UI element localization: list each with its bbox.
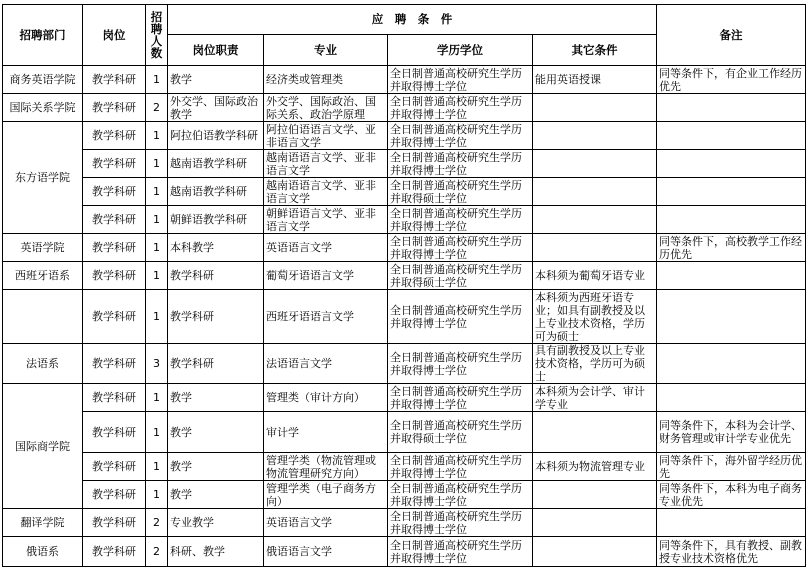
- education-cell: 全日制普通高校研究生学历并取得博士学位: [388, 344, 533, 384]
- header-conditions: 应 聘 条 件: [168, 5, 657, 35]
- count-cell: 2: [146, 537, 168, 567]
- remarks-cell: [657, 122, 806, 150]
- table-row: [3, 66, 806, 94]
- table-row: [3, 262, 806, 290]
- remarks-cell: [657, 178, 806, 206]
- major-cell: 英语语言文学: [264, 234, 388, 262]
- duty-cell: 外交学、国际政治教学: [168, 94, 264, 122]
- position-cell: 教学科研: [83, 412, 146, 453]
- remarks-cell: [657, 262, 806, 290]
- table-row: [3, 150, 806, 178]
- duty-cell: 教学科研: [168, 344, 264, 384]
- count-cell: 1: [146, 66, 168, 94]
- education-cell: 全日制普通高校研究生学历并取得博士学位: [388, 384, 533, 412]
- other-cell: [533, 412, 657, 453]
- count-cell: 1: [146, 178, 168, 206]
- table-row: [3, 344, 806, 384]
- remarks-cell: [657, 94, 806, 122]
- count-cell: 1: [146, 262, 168, 290]
- table-row: [3, 234, 806, 262]
- dept-cell: 国际关系学院: [3, 94, 83, 122]
- duty-cell: 教学: [168, 66, 264, 94]
- dept-cell: 俄语系: [3, 537, 83, 567]
- major-cell: 外交学、国际政治、国际关系、政治学原理: [264, 94, 388, 122]
- count-cell: 3: [146, 344, 168, 384]
- dept-cell: 东方语学院: [3, 122, 83, 234]
- header-major: 专业: [264, 35, 388, 66]
- count-cell: 1: [146, 206, 168, 234]
- table-row: [3, 94, 806, 122]
- duty-cell: 越南语教学科研: [168, 150, 264, 178]
- other-cell: [533, 206, 657, 234]
- position-cell: 教学科研: [83, 344, 146, 384]
- position-cell: 教学科研: [83, 262, 146, 290]
- duty-cell: 阿拉伯语教学科研: [168, 122, 264, 150]
- header-other: 其它条件: [533, 35, 657, 66]
- count-cell: 1: [146, 453, 168, 481]
- major-cell: 西班牙语语言文学: [264, 290, 388, 344]
- position-cell: 教学科研: [83, 122, 146, 150]
- header-duty: 岗位职责: [168, 35, 264, 66]
- education-cell: 全日制普通高校研究生学历并取得博士学位: [388, 509, 533, 537]
- table-row: [3, 412, 806, 453]
- table-row: [3, 453, 806, 481]
- dept-cell: 翻译学院: [3, 509, 83, 537]
- other-cell: [533, 537, 657, 567]
- education-cell: 全日制普通高校研究生学历并取得硕士学位: [388, 262, 533, 290]
- count-cell: 1: [146, 122, 168, 150]
- other-cell: [533, 481, 657, 509]
- major-cell: 朝鲜语语言文学、亚非语言文学: [264, 206, 388, 234]
- major-cell: 英语语言文学: [264, 509, 388, 537]
- count-cell: 1: [146, 412, 168, 453]
- position-cell: 教学科研: [83, 150, 146, 178]
- dept-cell: 法语系: [3, 344, 83, 384]
- position-cell: 教学科研: [83, 453, 146, 481]
- education-cell: 全日制普通高校研究生学历并取得博士学位: [388, 94, 533, 122]
- position-cell: 教学科研: [83, 290, 146, 344]
- count-cell: 1: [146, 234, 168, 262]
- remarks-cell: [657, 290, 806, 344]
- major-cell: 经济类或管理类: [264, 66, 388, 94]
- education-cell: 全日制普通高校研究生学历并取得硕士学位: [388, 178, 533, 206]
- duty-cell: 教学科研: [168, 290, 264, 344]
- major-cell: 审计学: [264, 412, 388, 453]
- other-cell: 本科须为物流管理专业: [533, 453, 657, 481]
- remarks-cell: 同等条件下，本科为电子商务专业优先: [657, 481, 806, 509]
- education-cell: 全日制普通高校研究生学历并取得博士学位: [388, 290, 533, 344]
- education-cell: 全日制普通高校研究生学历并取得博士学位: [388, 537, 533, 567]
- major-cell: 越南语语言文学、亚非语言文学: [264, 150, 388, 178]
- other-cell: [533, 178, 657, 206]
- remarks-cell: [657, 384, 806, 412]
- count-cell: 1: [146, 384, 168, 412]
- dept-cell: 商务英语学院: [3, 66, 83, 94]
- duty-cell: 教学: [168, 384, 264, 412]
- other-cell: [533, 150, 657, 178]
- other-cell: [533, 234, 657, 262]
- major-cell: 法语语言文学: [264, 344, 388, 384]
- other-cell: 本科须为会计学、审计学专业: [533, 384, 657, 412]
- remarks-cell: 同等条件下，有企业工作经历优先: [657, 66, 806, 94]
- duty-cell: 教学科研: [168, 262, 264, 290]
- major-cell: 阿拉伯语语言文学、亚非语言文学: [264, 122, 388, 150]
- education-cell: 全日制普通高校研究生学历并取得博士学位: [388, 234, 533, 262]
- position-cell: 教学科研: [83, 66, 146, 94]
- remarks-cell: [657, 509, 806, 537]
- table-row: [3, 122, 806, 150]
- count-cell: 2: [146, 94, 168, 122]
- major-cell: 越南语语言文学、亚非语言文学: [264, 178, 388, 206]
- other-cell: 本科须为葡萄牙语专业: [533, 262, 657, 290]
- dept-cell: [3, 290, 83, 344]
- major-cell: 管理类（审计方向）: [264, 384, 388, 412]
- position-cell: 教学科研: [83, 206, 146, 234]
- duty-cell: 教学: [168, 412, 264, 453]
- duty-cell: 教学: [168, 453, 264, 481]
- remarks-cell: [657, 206, 806, 234]
- count-cell: 2: [146, 509, 168, 537]
- count-cell: 1: [146, 150, 168, 178]
- table-row: [3, 290, 806, 344]
- position-cell: 教学科研: [83, 178, 146, 206]
- header-count: 招 聘 人 数: [146, 5, 168, 66]
- recruitment-table: [2, 4, 806, 567]
- table-row: [3, 481, 806, 509]
- position-cell: 教学科研: [83, 509, 146, 537]
- position-cell: 教学科研: [83, 234, 146, 262]
- duty-cell: 科研、教学: [168, 537, 264, 567]
- other-cell: 本科须为西班牙语专业；如具有副教授及以上专业技术资格，学历可为硕士: [533, 290, 657, 344]
- other-cell: 能用英语授课: [533, 66, 657, 94]
- count-cell: 1: [146, 481, 168, 509]
- remarks-cell: 同等条件下，海外留学经历优先: [657, 453, 806, 481]
- remarks-cell: [657, 150, 806, 178]
- header-education: 学历学位: [388, 35, 533, 66]
- other-cell: [533, 509, 657, 537]
- table-row: [3, 537, 806, 567]
- dept-cell: 西班牙语系: [3, 262, 83, 290]
- major-cell: 葡萄牙语语言文学: [264, 262, 388, 290]
- count-cell: 1: [146, 290, 168, 344]
- duty-cell: 朝鲜语教学科研: [168, 206, 264, 234]
- position-cell: 教学科研: [83, 481, 146, 509]
- position-cell: 教学科研: [83, 384, 146, 412]
- header-remarks: 备注: [657, 5, 806, 66]
- duty-cell: 专业教学: [168, 509, 264, 537]
- education-cell: 全日制普通高校研究生学历并取得博士学位: [388, 206, 533, 234]
- other-cell: 具有副教授及以上专业技术资格，学历可为硕士: [533, 344, 657, 384]
- header-position: 岗位: [83, 5, 146, 66]
- education-cell: 全日制普通高校研究生学历并取得博士学位: [388, 66, 533, 94]
- table-row: [3, 178, 806, 206]
- remarks-cell: [657, 344, 806, 384]
- duty-cell: 越南语教学科研: [168, 178, 264, 206]
- table-row: [3, 509, 806, 537]
- position-cell: 教学科研: [83, 537, 146, 567]
- duty-cell: 本科教学: [168, 234, 264, 262]
- duty-cell: 教学: [168, 481, 264, 509]
- major-cell: 管理学类（物流管理或物流管理研究方向）: [264, 453, 388, 481]
- remarks-cell: 同等条件下，本科为会计学、财务管理或审计学专业优先: [657, 412, 806, 453]
- dept-cell: 英语学院: [3, 234, 83, 262]
- position-cell: 教学科研: [83, 94, 146, 122]
- header-dept: 招聘部门: [3, 5, 83, 66]
- major-cell: 俄语语言文学: [264, 537, 388, 567]
- education-cell: 全日制普通高校研究生学历并取得博士学位: [388, 150, 533, 178]
- education-cell: 全日制普通高校研究生学历并取得博士学位: [388, 481, 533, 509]
- dept-cell: 国际商学院: [3, 384, 83, 509]
- table-row: [3, 384, 806, 412]
- table-row: [3, 206, 806, 234]
- remarks-cell: 同等条件下，具有教授、副教授专业技术资格优先: [657, 537, 806, 567]
- other-cell: [533, 122, 657, 150]
- education-cell: 全日制普通高校研究生学历并取得博士学位: [388, 453, 533, 481]
- education-cell: 全日制普通高校研究生学历并取得硕士学位: [388, 412, 533, 453]
- education-cell: 全日制普通高校研究生学历并取得博士学位: [388, 122, 533, 150]
- other-cell: [533, 94, 657, 122]
- remarks-cell: 同等条件下，高校教学工作经历优先: [657, 234, 806, 262]
- major-cell: 管理学类（电子商务方向）: [264, 481, 388, 509]
